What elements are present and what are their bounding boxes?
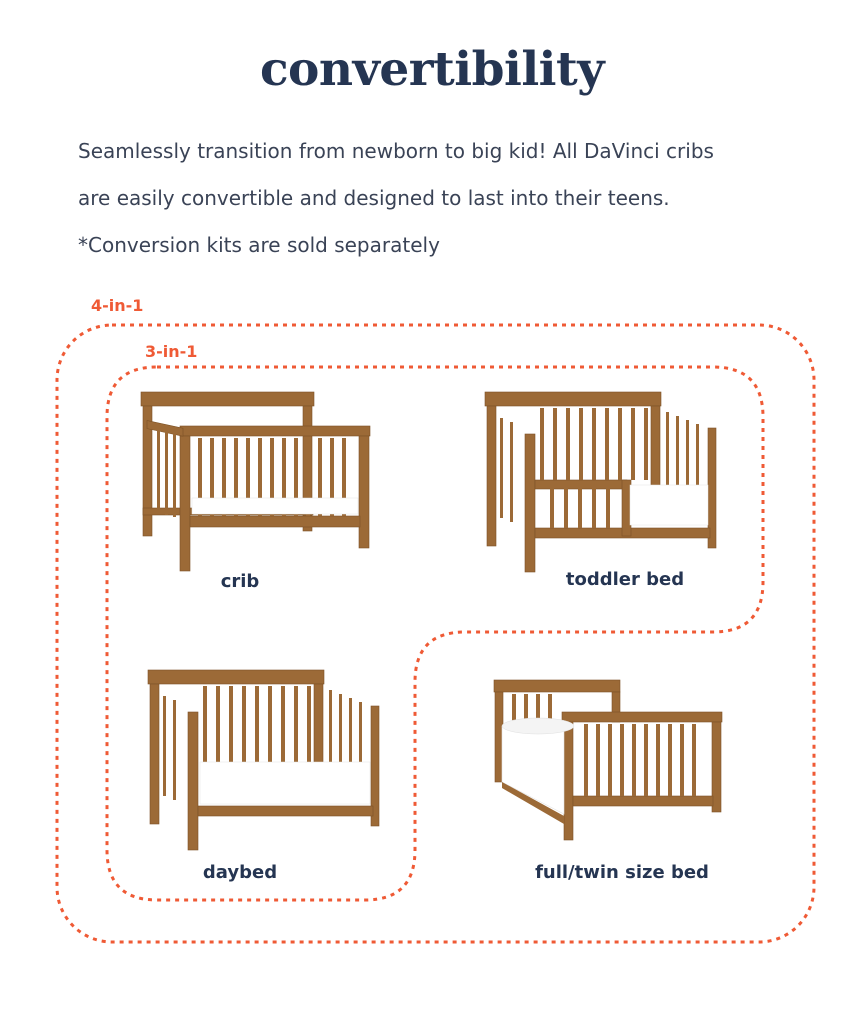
crib-image <box>135 388 375 578</box>
page-title: convertibility <box>259 42 605 97</box>
daybed-label: daybed <box>202 862 278 883</box>
inner-frame-label: 3-in-1 <box>145 342 198 361</box>
full-twin-bed-image <box>490 676 730 846</box>
crib-label: crib <box>220 571 260 592</box>
toddler-bed-label: toddler bed <box>565 569 685 590</box>
daybed-image <box>143 666 383 856</box>
full-twin-bed-label: full/twin size bed <box>535 862 709 883</box>
conversion-kit-note: *Conversion kits are sold separately <box>78 233 440 257</box>
outer-frame-label: 4-in-1 <box>91 296 144 315</box>
description-line-2: are easily convertible and designed to last into their teens. <box>78 186 670 210</box>
description-line-1: Seamlessly transition from newborn to big kid! All DaVinci cribs <box>78 139 714 163</box>
toddler-bed-image <box>480 388 720 578</box>
